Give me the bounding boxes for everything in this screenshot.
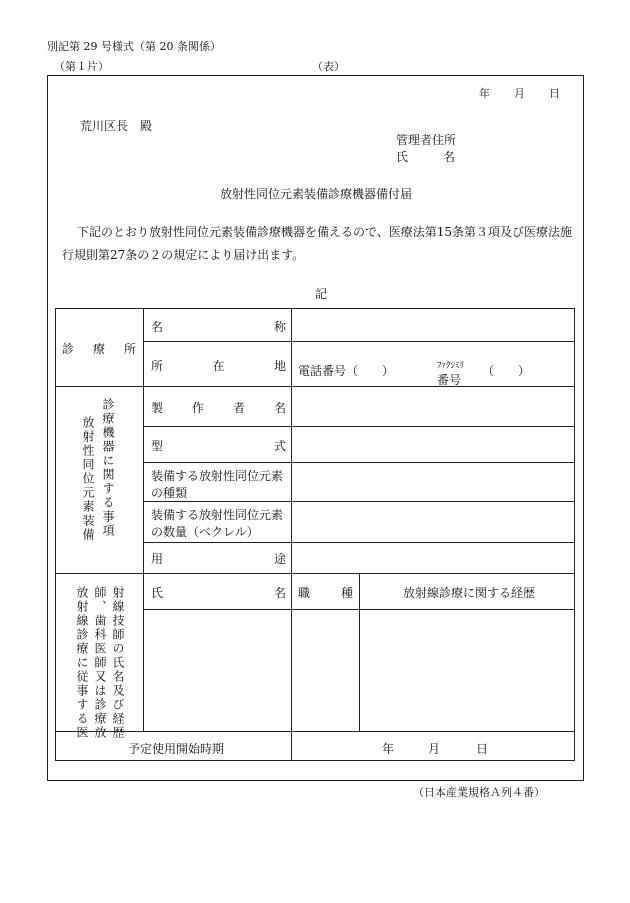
side-label: （表） [312,60,345,73]
manager-name-label-1: 氏 [396,150,409,164]
fax-paren: （ ） [482,364,531,378]
manufacturer-char: 作 [191,401,204,415]
staff-group-line2: 師、歯科医師又は診療放 [93,586,107,740]
table-rule [143,308,144,731]
table-rule [143,501,575,502]
isotope-type-line2: の種類 [151,486,188,500]
staff-group-line3: 放射線診療に従事する医 [75,586,89,740]
clinic-char: 診 [62,342,75,356]
manufacturer-char: 者 [232,401,245,415]
document-title: 放射性同位元素装備診療機器備付届 [220,187,413,201]
body-text: 下記のとおり放射性同位元素装備診療機器を備えるので、医療法第15条第３項及び医療法施行規則第27条の２の規定により届け出ます。 [62,225,573,262]
phone-label: 電話番号（ ） [298,364,395,378]
table-rule [143,462,575,463]
table-rule [143,341,575,342]
start-month: 月 [428,742,441,756]
manufacturer-label [151,399,286,416]
staff-name-label [151,584,286,601]
isotope-amount-line1: 装備する放射性同位元素 [151,508,284,522]
table-rule [359,573,360,731]
name-char: 称 [273,320,286,334]
fax-label-top: ﾌｧｸｼﾐﾘ [437,361,465,371]
table-rule [55,573,575,574]
name-label [151,318,286,335]
table-rule [291,308,292,761]
purpose-char: 用 [151,552,164,566]
table-rule [143,542,575,543]
table-rule [55,386,575,387]
start-date-label: 予定使用開始時期 [128,742,225,756]
job-char: 職 [298,586,311,600]
career-label: 放射線診療に関する経歴 [403,586,536,600]
location-char: 地 [273,359,286,373]
start-year: 年 [382,742,395,756]
start-day: 日 [476,742,489,756]
model-char: 式 [273,439,286,453]
model-char: 型 [151,439,164,453]
manufacturer-char: 名 [273,401,286,415]
table-rule [143,426,575,427]
sheet-label: （第１片） [54,60,109,73]
clinic-group-label [62,340,136,357]
manufacturer-char: 製 [151,401,164,415]
addressee: 荒川区長 殿 [80,119,153,133]
date-day: 日 [549,87,560,100]
manager-name-label-2: 名 [443,150,456,164]
device-group-line1: 診療機器に関する事項 [101,398,115,538]
location-char: 在 [212,359,225,373]
clinic-char: 所 [123,342,136,356]
form-number: 別記第 29 号様式（第 20 条関係） [47,40,221,53]
model-label [151,437,286,454]
date-month: 月 [514,87,525,100]
isotope-amount-line2: の数量（ベクレル） [151,525,259,539]
job-char: 種 [340,586,353,600]
paper-size-note: （日本産業規格Ａ列４番） [413,786,545,799]
purpose-char: 途 [273,552,286,566]
location-label [151,357,286,374]
date-year: 年 [479,87,490,100]
staff-name-char: 氏 [151,586,164,600]
clinic-char: 療 [92,342,105,356]
table-rule [55,731,575,732]
job-label [298,584,353,601]
manager-address-label: 管理者住所 [396,133,457,147]
staff-name-char: 名 [273,586,286,600]
device-group-line2: 放射性同位元素装備 [81,416,95,542]
fax-label-bottom: 番号 [437,373,462,387]
isotope-type-line1: 装備する放射性同位元素 [151,469,284,483]
name-char: 名 [151,320,164,334]
staff-group-line1: 射線技師の氏名及び経歴 [111,586,125,740]
location-char: 所 [151,359,164,373]
record-mark: 記 [315,287,328,301]
purpose-label [151,550,286,567]
